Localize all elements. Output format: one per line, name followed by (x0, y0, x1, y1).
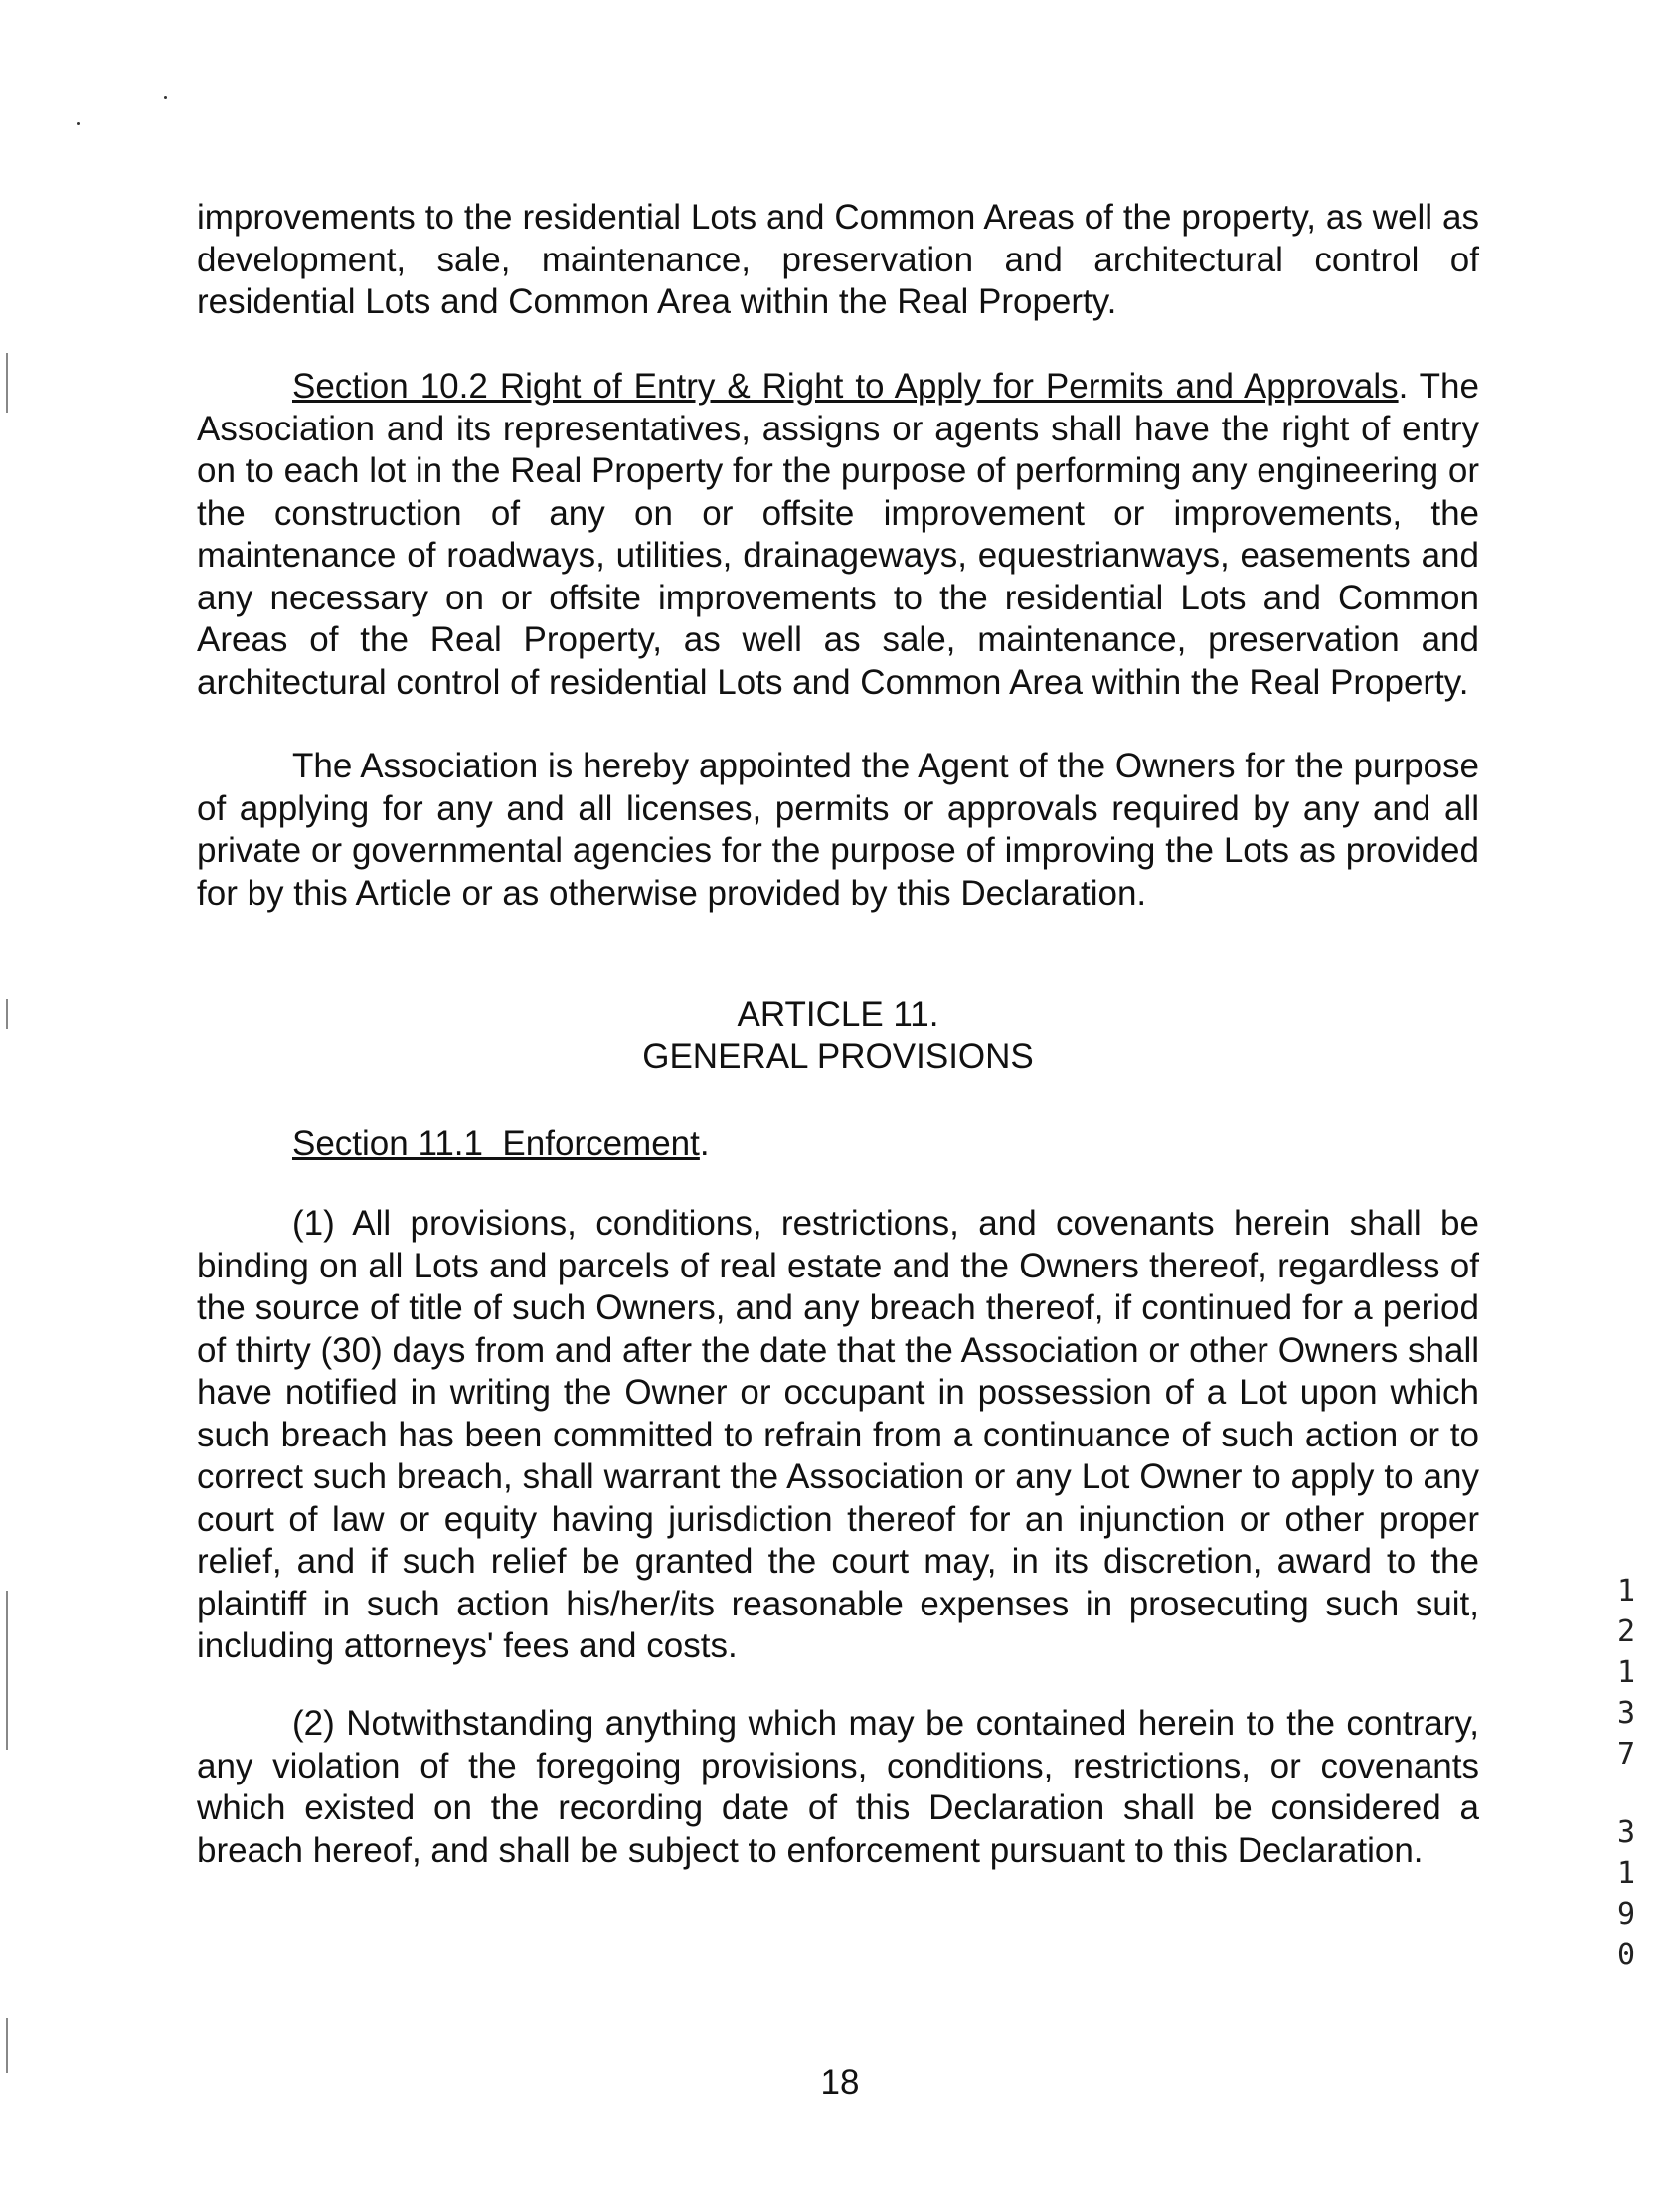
recording-stamp (1611, 1571, 1641, 1975)
scan-edge-mark (6, 1591, 8, 1750)
agent-paragraph (197, 746, 1479, 915)
stamp-digit: 2 (1616, 1614, 1636, 1649)
stamp-digit: 1 (1616, 1655, 1636, 1690)
clause-1 (197, 1203, 1479, 1668)
clause-2 (197, 1703, 1479, 1872)
scan-speck (77, 122, 80, 125)
section-heading: Section 11.1 Enforcement (292, 1124, 700, 1163)
paragraph-text: improvements to the residential Lots and Common Areas of the property, as well as development, sale, maintenance, preservation and architectural control of residential Lots and Common Area within the Real Property. (197, 198, 1479, 321)
paragraph-text: The Association is hereby appointed the Agent of the Owners for the purpose of applying for any and all licenses, permits or approvals required by any and all private or governmental agencies for the purpose of improving the Lots as provided for by this Article or as otherwise provided by this Declaration. (197, 747, 1479, 913)
section-heading: Section 10.2 Right of Entry & Right to Apply for Permits and Approvals (292, 367, 1399, 406)
article-title: GENERAL PROVISIONS (642, 1037, 1034, 1076)
page-number: 18 (820, 2063, 860, 2102)
heading-period: . (699, 1124, 710, 1163)
stamp-digit: 7 (1616, 1737, 1636, 1772)
stamp-digit: 9 (1616, 1897, 1636, 1932)
scan-speck (164, 96, 167, 99)
scan-edge-mark (6, 999, 8, 1029)
stamp-digit: 1 (1616, 1856, 1636, 1891)
section-11-1-heading (197, 1123, 1479, 1166)
paragraph-text (197, 366, 1479, 704)
stamp-digit: 1 (1616, 1574, 1636, 1609)
section-10-2-paragraph (197, 366, 1479, 704)
paragraph-text: (1) All provisions, conditions, restrictions, and covenants herein shall be binding on all Lots and parcels of real estate and the Owners thereof, regardless of the source of title of such Owners, and any breach thereof, if continued for a period of thirty (30) days from and after the date that the Association or other Owners shall have notified in writing the Owner or occupant in possession of a Lot upon which such breach has been committed to refrain from a continuance of such action or to correct such breach, shall warrant the Association or any Lot Owner to apply to any court of law or equity having jurisdiction thereof for an injunction or other proper relief, and if such relief be granted the court may, in its discretion, award to the plaintiff in such action his/her/its reasonable expenses in prosecuting such suit, including attorneys' fees and costs. (197, 1204, 1479, 1665)
paragraph-continuation (197, 197, 1479, 324)
stamp-gap (1611, 1775, 1641, 1812)
article-heading (197, 994, 1479, 1078)
section-heading-line (197, 1123, 1479, 1166)
article-number: ARTICLE 11. (737, 995, 939, 1034)
stamp-digit: 3 (1616, 1815, 1636, 1850)
scan-edge-mark (6, 353, 8, 413)
stamp-digit: 3 (1616, 1696, 1636, 1731)
stamp-digit: 0 (1616, 1938, 1636, 1972)
section-body: . The Association and its representatives, assigns or agents shall have the right of entry on to each lot in the Real Property for the purpose of performing any engineering or the construction of any on or offsite improvement or improvements, the maintenance of roadways, utilities, drainageways, equestrianways, easements and any necessary on or offsite improvements to the residential Lots and Common Areas of the Real Property, as well as sale, maintenance, preservation and architectural control of residential Lots and Common Area within the Real Property. (197, 367, 1479, 702)
paragraph-text: (2) Notwithstanding anything which may be contained herein to the contrary, any violation of the foregoing provisions, conditions, restrictions, or covenants which existed on the recording date of this Declaration shall be considered a breach hereof, and shall be subject to enforcement pursuant to this Declaration. (197, 1704, 1479, 1870)
